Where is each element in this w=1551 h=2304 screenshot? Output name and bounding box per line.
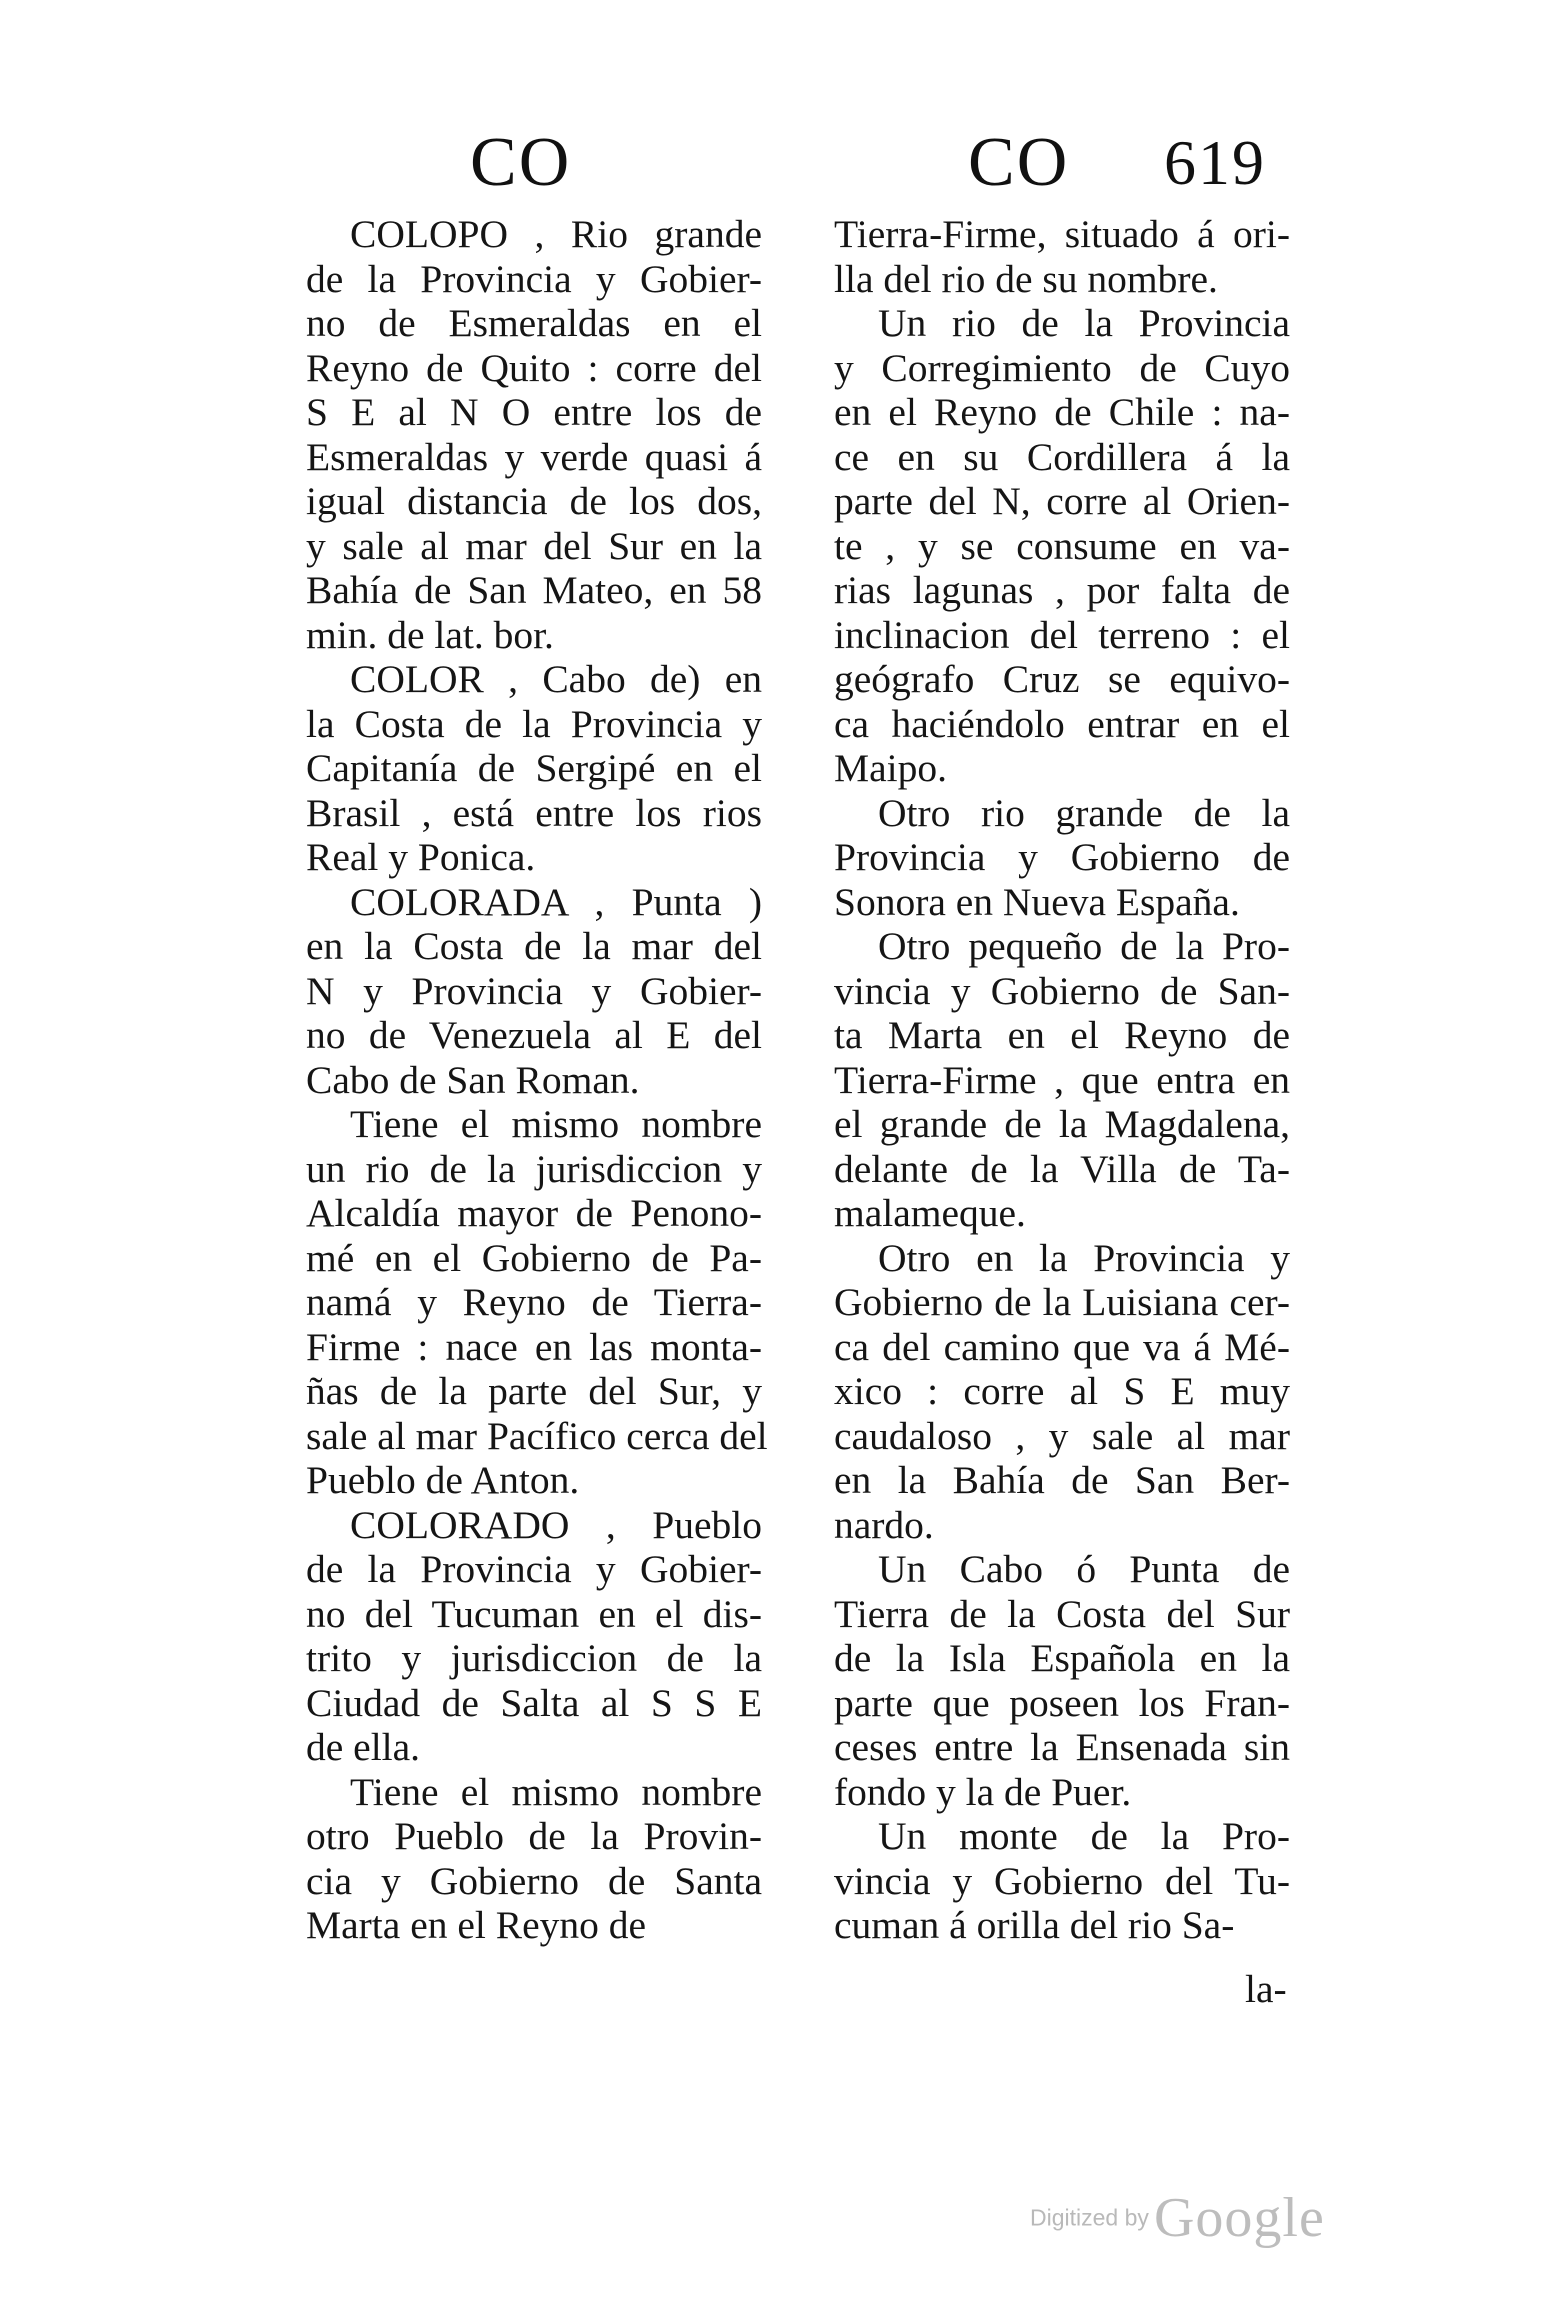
text-line: Otro rio grande de la [878,790,1290,835]
text-line: un rio de la jurisdiccion y [306,1146,762,1191]
text-line: mé en el Gobierno de Pa- [306,1235,762,1280]
digitized-by-google-watermark [1030,2186,1370,2249]
text-line: cia y Gobierno de Santa [306,1858,762,1903]
dictionary-entry [790,791,1290,925]
catchword: la- [1245,1967,1287,2011]
text-line: min. de lat. bor. [306,612,554,657]
text-line: ceses entre la Ensenada sin [834,1725,1290,1769]
text-line: N y Provincia y Gobier- [306,968,762,1013]
dictionary-entry [262,1770,762,1948]
text-line: Tierra-Firme, situado á ori- [834,212,1290,256]
text-line: ta Marta en el Reyno de [834,1013,1290,1057]
text-line: en el Reyno de Chile : na- [834,390,1290,434]
text-line: Maipo. [834,746,948,790]
dictionary-entry [262,657,762,880]
text-line: Cabo de San Roman. [306,1057,640,1102]
text-line: el grande de la Magdalena, [834,1102,1290,1146]
dictionary-entry [262,212,762,657]
text-line: Un rio de la Provincia [878,301,1290,345]
text-line: otro Pueblo de la Provin- [306,1814,762,1858]
text-line: Ciudad de Salta al S S E [306,1680,762,1725]
text-line: y sale al mar del Sur en la [306,523,762,568]
text-line: de la Isla Española en la [834,1636,1290,1680]
text-line: Otro en la Provincia y [878,1235,1290,1280]
text-line: COLORADO , Pueblo [350,1502,762,1547]
text-line: Tiene el mismo nombre [350,1102,762,1146]
text-line: Brasil , está entre los rios [306,790,762,835]
text-line: lla del rio de su nombre. [834,256,1218,301]
running-head-right: CO [968,124,1070,201]
text-line: geógrafo Cruz se equivo- [834,657,1290,701]
text-line: parte que poseen los Fran- [834,1680,1290,1725]
text-line: Capitanía de Sergipé en el [306,746,762,790]
text-line: y Corregimiento de Cuyo [834,345,1290,390]
text-line: no de Esmeraldas en el [306,301,762,345]
dictionary-entry [262,1503,762,1770]
text-line: cuman á orilla del rio Sa- [834,1903,1235,1947]
text-line: COLOR , Cabo de) en [350,657,762,701]
text-line: Bahía de San Mateo, en 58 [306,568,762,612]
google-logo-text: Google [1153,2187,1325,2249]
text-line: xico : corre al S E muy [834,1369,1290,1413]
text-line: Sonora en Nueva España. [834,879,1240,924]
dictionary-entry [790,1814,1290,1948]
text-line: rias lagunas , por falta de [834,568,1290,612]
text-line: caudaloso , y sale al mar [834,1413,1290,1458]
text-line: igual distancia de los dos, [306,479,762,523]
text-line: no de Venezuela al E del [306,1013,762,1057]
text-line: fondo y la de Puer. [834,1769,1132,1814]
text-line: Alcaldía mayor de Penono- [306,1191,762,1235]
text-line: ce en su Cordillera á la [834,434,1290,479]
text-line: de la Provincia y Gobier- [306,1547,762,1591]
dictionary-entry [790,212,1290,301]
text-line: Un monte de la Pro- [878,1814,1290,1858]
text-line: Firme : nace en las monta- [306,1324,762,1369]
text-line: COLORADA , Punta ) [350,879,762,924]
page-number: 619 [1164,127,1266,198]
text-line: ca haciéndolo entrar en el [834,701,1290,746]
text-line: no del Tucuman en el dis- [306,1591,762,1636]
text-line: Pueblo de Anton. [306,1458,580,1502]
running-head-left: CO [470,124,572,201]
right-column [790,212,1290,1948]
text-line: sale al mar Pacífico cerca del [306,1413,768,1458]
text-line: inclinacion del terreno : el [834,612,1290,657]
text-line: vincia y Gobierno de San- [834,968,1290,1013]
text-line: nardo. [834,1502,934,1547]
text-line: trito y jurisdiccion de la [306,1636,762,1680]
text-line: parte del N, corre al Orien- [834,479,1290,523]
text-line: ca del camino que va á Mé- [834,1324,1290,1369]
text-line: la Costa de la Provincia y [306,701,762,746]
text-line: ñas de la parte del Sur, y [306,1369,762,1413]
text-line: Otro pequeño de la Pro- [878,924,1290,968]
text-line: te , y se consume en va- [834,523,1290,568]
dictionary-entry [790,301,1290,791]
text-line: Tiene el mismo nombre [350,1769,762,1814]
text-line: Un Cabo ó Punta de [878,1547,1290,1591]
text-line: Tierra de la Costa del Sur [834,1591,1290,1636]
left-column [262,212,768,1948]
text-line: namá y Reyno de Tierra- [306,1280,762,1324]
text-line: de la Provincia y Gobier- [306,256,762,301]
text-line: Real y Ponica. [306,835,536,879]
dictionary-entry [262,880,762,1103]
dictionary-entry [790,1236,1290,1548]
dictionary-entry [790,924,1290,1236]
text-line: Provincia y Gobierno de [834,835,1290,879]
text-line: COLOPO , Rio grande [350,212,762,256]
text-line: Marta en el Reyno de [306,1903,647,1947]
text-line: en la Costa de la mar del [306,924,762,968]
digitized-by-text: Digitized by [1030,2204,1149,2231]
text-line: delante de la Villa de Ta- [834,1146,1290,1191]
text-line: en la Bahía de San Ber- [834,1458,1290,1502]
text-line: vincia y Gobierno del Tu- [834,1858,1290,1903]
text-line: S E al N O entre los de [306,390,762,434]
text-line: Esmeraldas y verde quasi á [306,434,762,479]
text-line: Tierra-Firme , que entra en [834,1057,1290,1102]
text-line: de ella. [306,1725,421,1769]
text-line: Reyno de Quito : corre del [306,345,762,390]
dictionary-entry [790,1547,1290,1814]
dictionary-entry [262,1102,768,1503]
text-line: Gobierno de la Luisiana cer- [834,1280,1290,1324]
text-line: malameque. [834,1191,1026,1235]
